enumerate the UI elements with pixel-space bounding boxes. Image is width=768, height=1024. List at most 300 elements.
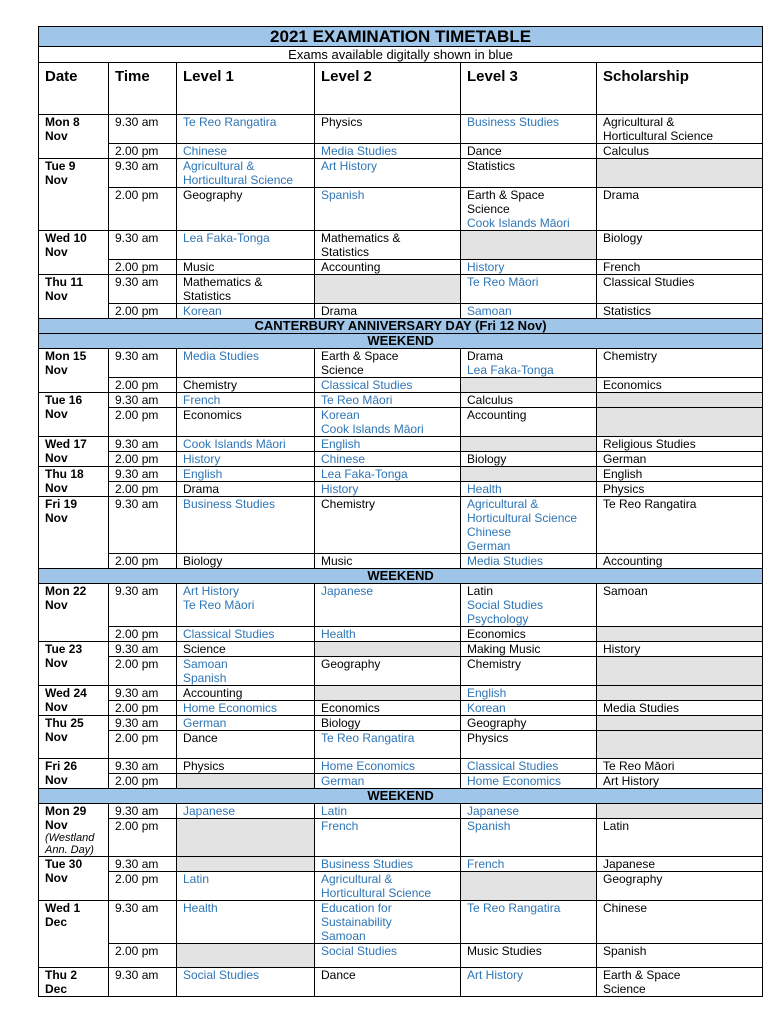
- exam-subject: Media Studies: [603, 701, 680, 715]
- time-cell: 2.00 pm: [109, 657, 177, 686]
- level-2-cell: [315, 304, 461, 319]
- session-row: [39, 349, 763, 378]
- date-day: Wed 24: [45, 686, 87, 700]
- time-cell: 2.00 pm: [109, 774, 177, 789]
- digital-exam-subject: Spanish: [183, 671, 227, 685]
- digital-exam-subject: Health: [467, 482, 502, 496]
- level-2-cell: [315, 554, 461, 569]
- digital-exam-subject: Business Studies: [183, 497, 276, 511]
- digital-exam-subject: Sustainability: [321, 915, 392, 929]
- time-cell: 9.30 am: [109, 804, 177, 819]
- digital-exam-subject: French: [183, 393, 221, 407]
- time-cell: 2.00 pm: [109, 452, 177, 467]
- exam-subject: Latin: [467, 584, 494, 598]
- date-month: Nov: [45, 173, 68, 187]
- session-row: [39, 716, 763, 731]
- exam-subject: Art History: [603, 774, 660, 788]
- session-row: [39, 231, 763, 260]
- scholarship-cell: [597, 349, 763, 378]
- level-1-cell-empty: [177, 944, 315, 968]
- scholarship-cell: [597, 482, 763, 497]
- exam-subject: Music Studies: [467, 944, 542, 958]
- level-3-cell: [461, 482, 597, 497]
- session-row: [39, 393, 763, 408]
- date-month: Nov: [45, 245, 68, 259]
- digital-exam-subject: Classical Studies: [183, 627, 275, 641]
- level-2-cell: [315, 231, 461, 260]
- subtitle-row: [39, 47, 763, 63]
- time-cell: 9.30 am: [109, 437, 177, 452]
- scholarship-cell: [597, 188, 763, 231]
- level-1-cell: [177, 584, 315, 627]
- date-cell: [39, 159, 109, 231]
- digital-exam-subject: Horticultural Science: [321, 886, 432, 900]
- scholarship-cell: [597, 819, 763, 857]
- date-cell: [39, 901, 109, 968]
- time-cell: 9.30 am: [109, 901, 177, 944]
- time-cell: 2.00 pm: [109, 144, 177, 159]
- level-2-cell: [315, 701, 461, 716]
- exam-subject: Biology: [183, 554, 223, 568]
- scholarship-cell: [597, 452, 763, 467]
- level-3-cell: [461, 657, 597, 686]
- digital-exam-subject: Samoan: [467, 304, 512, 318]
- scholarship-cell: [597, 115, 763, 144]
- column-header-date: Date: [39, 63, 109, 115]
- level-3-cell: [461, 188, 597, 231]
- date-day: Tue 23: [45, 642, 83, 656]
- level-1-cell: [177, 349, 315, 378]
- level-2-cell: [315, 901, 461, 944]
- time-cell: 9.30 am: [109, 642, 177, 657]
- session-row: [39, 819, 763, 857]
- session-row: [39, 872, 763, 901]
- exam-subject: Chinese: [603, 901, 648, 915]
- exam-subject: Chemistry: [467, 657, 522, 671]
- exam-subject: Latin: [603, 819, 630, 833]
- exam-subject: Te Reo Māori: [603, 759, 675, 773]
- digital-exam-subject: Te Reo Māori: [183, 598, 255, 612]
- level-2-cell: [315, 819, 461, 857]
- date-day: Fri 19: [45, 497, 78, 511]
- level-1-cell: [177, 115, 315, 144]
- level-1-cell: [177, 554, 315, 569]
- time-cell: 2.00 pm: [109, 819, 177, 857]
- column-header-level-1: Level 1: [177, 63, 315, 115]
- exam-subject: Science: [183, 642, 226, 656]
- level-3-cell: [461, 774, 597, 789]
- level-2-cell: [315, 872, 461, 901]
- session-row: [39, 144, 763, 159]
- date-month: Nov: [45, 598, 68, 612]
- scholarship-cell: [597, 901, 763, 944]
- session-row: [39, 159, 763, 188]
- digital-exam-subject: Home Economics: [467, 774, 562, 788]
- level-2-cell: [315, 482, 461, 497]
- digital-exam-subject: Social Studies: [321, 944, 398, 958]
- time-cell: 2.00 pm: [109, 701, 177, 716]
- exam-subject: Economics: [321, 701, 380, 715]
- level-1-cell: [177, 642, 315, 657]
- banner-label: WEEKEND: [39, 789, 763, 804]
- level-2-cell-empty: [315, 275, 461, 304]
- column-header-row: [39, 63, 763, 115]
- digital-exam-subject: Media Studies: [321, 144, 398, 158]
- digital-exam-subject: Te Reo Māori: [321, 393, 393, 407]
- level-1-cell-empty: [177, 819, 315, 857]
- exam-subject: Drama: [603, 188, 640, 202]
- session-row: [39, 275, 763, 304]
- digital-exam-subject: Media Studies: [183, 349, 260, 363]
- scholarship-cell: [597, 554, 763, 569]
- exam-subject: Physics: [183, 759, 225, 773]
- exam-subject: Mathematics &: [321, 231, 401, 245]
- level-3-cell: [461, 819, 597, 857]
- time-cell: 9.30 am: [109, 159, 177, 188]
- scholarship-cell-empty: [597, 804, 763, 819]
- exam-subject: Statistics: [603, 304, 652, 318]
- exam-subject: Physics: [321, 115, 363, 129]
- scholarship-cell-empty: [597, 686, 763, 701]
- level-1-cell: [177, 627, 315, 642]
- date-day: Wed 1: [45, 901, 81, 915]
- column-header-level-2: Level 2: [315, 63, 461, 115]
- digital-exam-subject: Cook Islands Māori: [321, 422, 424, 436]
- session-row: [39, 759, 763, 774]
- session-row: [39, 452, 763, 467]
- title-row: [39, 27, 763, 47]
- level-3-cell: [461, 716, 597, 731]
- level-3-cell: [461, 968, 597, 997]
- level-2-cell-empty: [315, 642, 461, 657]
- level-1-cell: [177, 497, 315, 554]
- level-3-cell-empty: [461, 437, 597, 452]
- exam-subject: Biology: [467, 452, 507, 466]
- exam-subject: Accounting: [603, 554, 663, 568]
- level-2-cell: [315, 968, 461, 997]
- date-month: Nov: [45, 700, 68, 714]
- exam-subject: Calculus: [603, 144, 650, 158]
- session-row: [39, 642, 763, 657]
- exam-subject: Economics: [603, 378, 662, 392]
- session-row: [39, 467, 763, 482]
- banner-row: [39, 569, 763, 584]
- digital-exam-subject: Horticultural Science: [183, 173, 294, 187]
- level-2-cell: [315, 657, 461, 686]
- time-cell: 2.00 pm: [109, 944, 177, 968]
- scholarship-cell-empty: [597, 627, 763, 642]
- digital-exam-subject: French: [467, 857, 505, 871]
- session-row: [39, 944, 763, 968]
- session-row: [39, 260, 763, 275]
- scholarship-cell: [597, 857, 763, 872]
- digital-exam-subject: English: [183, 467, 223, 481]
- date-cell: [39, 686, 109, 716]
- date-day: Fri 26: [45, 759, 78, 773]
- date-day: Wed 10: [45, 231, 87, 245]
- session-row: [39, 115, 763, 144]
- level-1-cell: [177, 393, 315, 408]
- date-month: Nov: [45, 773, 68, 787]
- digital-exam-subject: Korean: [183, 304, 222, 318]
- date-month: Dec: [45, 982, 68, 996]
- scholarship-cell-empty: [597, 731, 763, 759]
- exam-subject: Statistics: [321, 245, 370, 259]
- level-3-cell-empty: [461, 231, 597, 260]
- time-cell: 9.30 am: [109, 968, 177, 997]
- exam-subject: Physics: [603, 482, 645, 496]
- digital-exam-subject: History: [321, 482, 359, 496]
- digital-exam-subject: Health: [183, 901, 218, 915]
- level-1-cell: [177, 408, 315, 437]
- level-3-cell: [461, 857, 597, 872]
- time-cell: 9.30 am: [109, 857, 177, 872]
- scholarship-cell: [597, 774, 763, 789]
- session-row: [39, 968, 763, 997]
- session-row: [39, 774, 763, 789]
- banner-row: [39, 789, 763, 804]
- level-3-cell: [461, 584, 597, 627]
- digital-exam-subject: Te Reo Māori: [467, 275, 539, 289]
- date-cell: [39, 584, 109, 642]
- page-subtitle: Exams available digitally shown in blue: [39, 47, 763, 63]
- date-month: Nov: [45, 511, 68, 525]
- scholarship-cell-empty: [597, 657, 763, 686]
- session-row: [39, 701, 763, 716]
- digital-exam-subject: Te Reo Rangatira: [183, 115, 277, 129]
- exam-subject: Accounting: [467, 408, 527, 422]
- exam-subject: Dance: [183, 731, 218, 745]
- level-1-cell: [177, 731, 315, 759]
- scholarship-cell: [597, 144, 763, 159]
- date-cell: [39, 349, 109, 393]
- scholarship-cell: [597, 275, 763, 304]
- digital-exam-subject: Cook Islands Māori: [467, 216, 570, 230]
- level-2-cell: [315, 627, 461, 642]
- level-3-cell: [461, 554, 597, 569]
- date-cell: [39, 759, 109, 789]
- level-1-cell: [177, 260, 315, 275]
- session-row: [39, 304, 763, 319]
- date-cell: [39, 393, 109, 437]
- digital-exam-subject: Te Reo Rangatira: [321, 731, 415, 745]
- digital-exam-subject: Business Studies: [467, 115, 560, 129]
- date-day: Thu 2: [45, 968, 77, 982]
- exam-subject: Drama: [183, 482, 220, 496]
- date-day: Mon 15: [45, 349, 87, 363]
- level-1-cell: [177, 901, 315, 944]
- date-day: Thu 25: [45, 716, 84, 730]
- digital-exam-subject: Art History: [467, 968, 524, 982]
- level-3-cell: [461, 408, 597, 437]
- level-2-cell: [315, 731, 461, 759]
- exam-subject: Drama: [321, 304, 358, 318]
- digital-exam-subject: Psychology: [467, 612, 529, 626]
- digital-exam-subject: Japanese: [467, 804, 520, 818]
- level-3-cell: [461, 686, 597, 701]
- time-cell: 2.00 pm: [109, 188, 177, 231]
- exam-subject: Economics: [467, 627, 526, 641]
- level-1-cell: [177, 378, 315, 393]
- exam-subject: Earth & Space: [603, 968, 681, 982]
- exam-subject: Biology: [321, 716, 361, 730]
- level-3-cell: [461, 349, 597, 378]
- level-2-cell: [315, 944, 461, 968]
- digital-exam-subject: Cook Islands Māori: [183, 437, 286, 451]
- exam-subject: Economics: [183, 408, 242, 422]
- level-2-cell: [315, 437, 461, 452]
- banner-label: WEEKEND: [39, 569, 763, 584]
- digital-exam-subject: Art History: [183, 584, 240, 598]
- session-row: [39, 857, 763, 872]
- level-3-cell: [461, 701, 597, 716]
- exam-subject: Chemistry: [603, 349, 658, 363]
- digital-exam-subject: Spanish: [321, 188, 365, 202]
- time-cell: 2.00 pm: [109, 731, 177, 759]
- level-1-cell: [177, 872, 315, 901]
- digital-exam-subject: French: [321, 819, 359, 833]
- level-3-cell: [461, 144, 597, 159]
- date-cell: [39, 437, 109, 467]
- level-1-cell-empty: [177, 857, 315, 872]
- level-2-cell: [315, 408, 461, 437]
- level-1-cell: [177, 452, 315, 467]
- level-2-cell: [315, 188, 461, 231]
- date-month: Nov: [45, 818, 68, 832]
- digital-exam-subject: Samoan: [183, 657, 228, 671]
- level-3-cell-empty: [461, 872, 597, 901]
- date-cell: [39, 115, 109, 159]
- exam-subject: Spanish: [603, 944, 647, 958]
- scholarship-cell: [597, 467, 763, 482]
- time-cell: 9.30 am: [109, 349, 177, 378]
- digital-exam-subject: Business Studies: [321, 857, 414, 871]
- exam-subject: Geography: [183, 188, 243, 202]
- date-cell: [39, 716, 109, 759]
- exam-subject: Agricultural &: [603, 115, 675, 129]
- date-note: (Westland Ann. Day): [45, 832, 95, 856]
- level-2-cell: [315, 393, 461, 408]
- level-2-cell: [315, 349, 461, 378]
- exam-subject: French: [603, 260, 641, 274]
- scholarship-cell: [597, 378, 763, 393]
- exam-subject: Chemistry: [183, 378, 238, 392]
- level-2-cell: [315, 159, 461, 188]
- level-3-cell: [461, 901, 597, 944]
- time-cell: 2.00 pm: [109, 627, 177, 642]
- level-2-cell: [315, 115, 461, 144]
- session-row: [39, 482, 763, 497]
- scholarship-cell: [597, 584, 763, 627]
- level-3-cell: [461, 627, 597, 642]
- date-day: Tue 30: [45, 857, 83, 871]
- time-cell: 9.30 am: [109, 231, 177, 260]
- digital-exam-subject: German: [321, 774, 365, 788]
- date-day: Wed 17: [45, 437, 87, 451]
- date-month: Nov: [45, 871, 68, 885]
- digital-exam-subject: English: [321, 437, 361, 451]
- exam-subject: Science: [603, 982, 646, 996]
- time-cell: 9.30 am: [109, 115, 177, 144]
- date-month: Dec: [45, 915, 68, 929]
- date-cell: [39, 642, 109, 686]
- digital-exam-subject: Lea Faka-Tonga: [183, 231, 270, 245]
- digital-exam-subject: Chinese: [467, 525, 512, 539]
- date-cell: [39, 231, 109, 275]
- digital-exam-subject: Chinese: [321, 452, 366, 466]
- exam-subject: Calculus: [467, 393, 514, 407]
- exam-subject: Physics: [467, 731, 509, 745]
- exam-subject: Making Music: [467, 642, 541, 656]
- level-1-cell: [177, 482, 315, 497]
- session-row: [39, 378, 763, 393]
- session-row: [39, 657, 763, 686]
- session-row: [39, 408, 763, 437]
- session-row: [39, 584, 763, 627]
- digital-exam-subject: History: [183, 452, 221, 466]
- level-3-cell: [461, 159, 597, 188]
- time-cell: 2.00 pm: [109, 304, 177, 319]
- level-3-cell: [461, 260, 597, 275]
- level-2-cell: [315, 467, 461, 482]
- exam-subject: Dance: [467, 144, 502, 158]
- level-1-cell: [177, 231, 315, 260]
- date-month: Nov: [45, 656, 68, 670]
- digital-exam-subject: German: [183, 716, 227, 730]
- date-day: Mon 22: [45, 584, 87, 598]
- exam-subject: History: [603, 642, 641, 656]
- exam-subject: Chemistry: [321, 497, 376, 511]
- digital-exam-subject: Art History: [321, 159, 378, 173]
- scholarship-cell: [597, 642, 763, 657]
- banner-row: [39, 319, 763, 334]
- level-3-cell: [461, 304, 597, 319]
- time-cell: 9.30 am: [109, 716, 177, 731]
- level-3-cell: [461, 452, 597, 467]
- scholarship-cell: [597, 701, 763, 716]
- session-row: [39, 437, 763, 452]
- date-cell: [39, 804, 109, 857]
- exam-subject: Geography: [603, 872, 663, 886]
- scholarship-cell: [597, 497, 763, 554]
- exam-subject: Statistics: [183, 289, 232, 303]
- digital-exam-subject: Korean: [321, 408, 360, 422]
- level-1-cell-empty: [177, 774, 315, 789]
- digital-exam-subject: Te Reo Rangatira: [467, 901, 561, 915]
- level-1-cell: [177, 716, 315, 731]
- level-3-cell: [461, 804, 597, 819]
- level-1-cell: [177, 467, 315, 482]
- time-cell: 9.30 am: [109, 759, 177, 774]
- level-2-cell: [315, 804, 461, 819]
- time-cell: 9.30 am: [109, 497, 177, 554]
- scholarship-cell-empty: [597, 393, 763, 408]
- session-row: [39, 804, 763, 819]
- exam-subject: Mathematics &: [183, 275, 263, 289]
- digital-exam-subject: English: [467, 686, 507, 700]
- level-2-cell: [315, 584, 461, 627]
- time-cell: 2.00 pm: [109, 260, 177, 275]
- level-2-cell-empty: [315, 686, 461, 701]
- digital-exam-subject: History: [467, 260, 505, 274]
- scholarship-cell-empty: [597, 716, 763, 731]
- date-day: Mon 29: [45, 804, 87, 818]
- level-3-cell: [461, 275, 597, 304]
- exam-subject: Drama: [467, 349, 504, 363]
- digital-exam-subject: Samoan: [321, 929, 366, 943]
- digital-exam-subject: Lea Faka-Tonga: [467, 363, 554, 377]
- level-3-cell: [461, 642, 597, 657]
